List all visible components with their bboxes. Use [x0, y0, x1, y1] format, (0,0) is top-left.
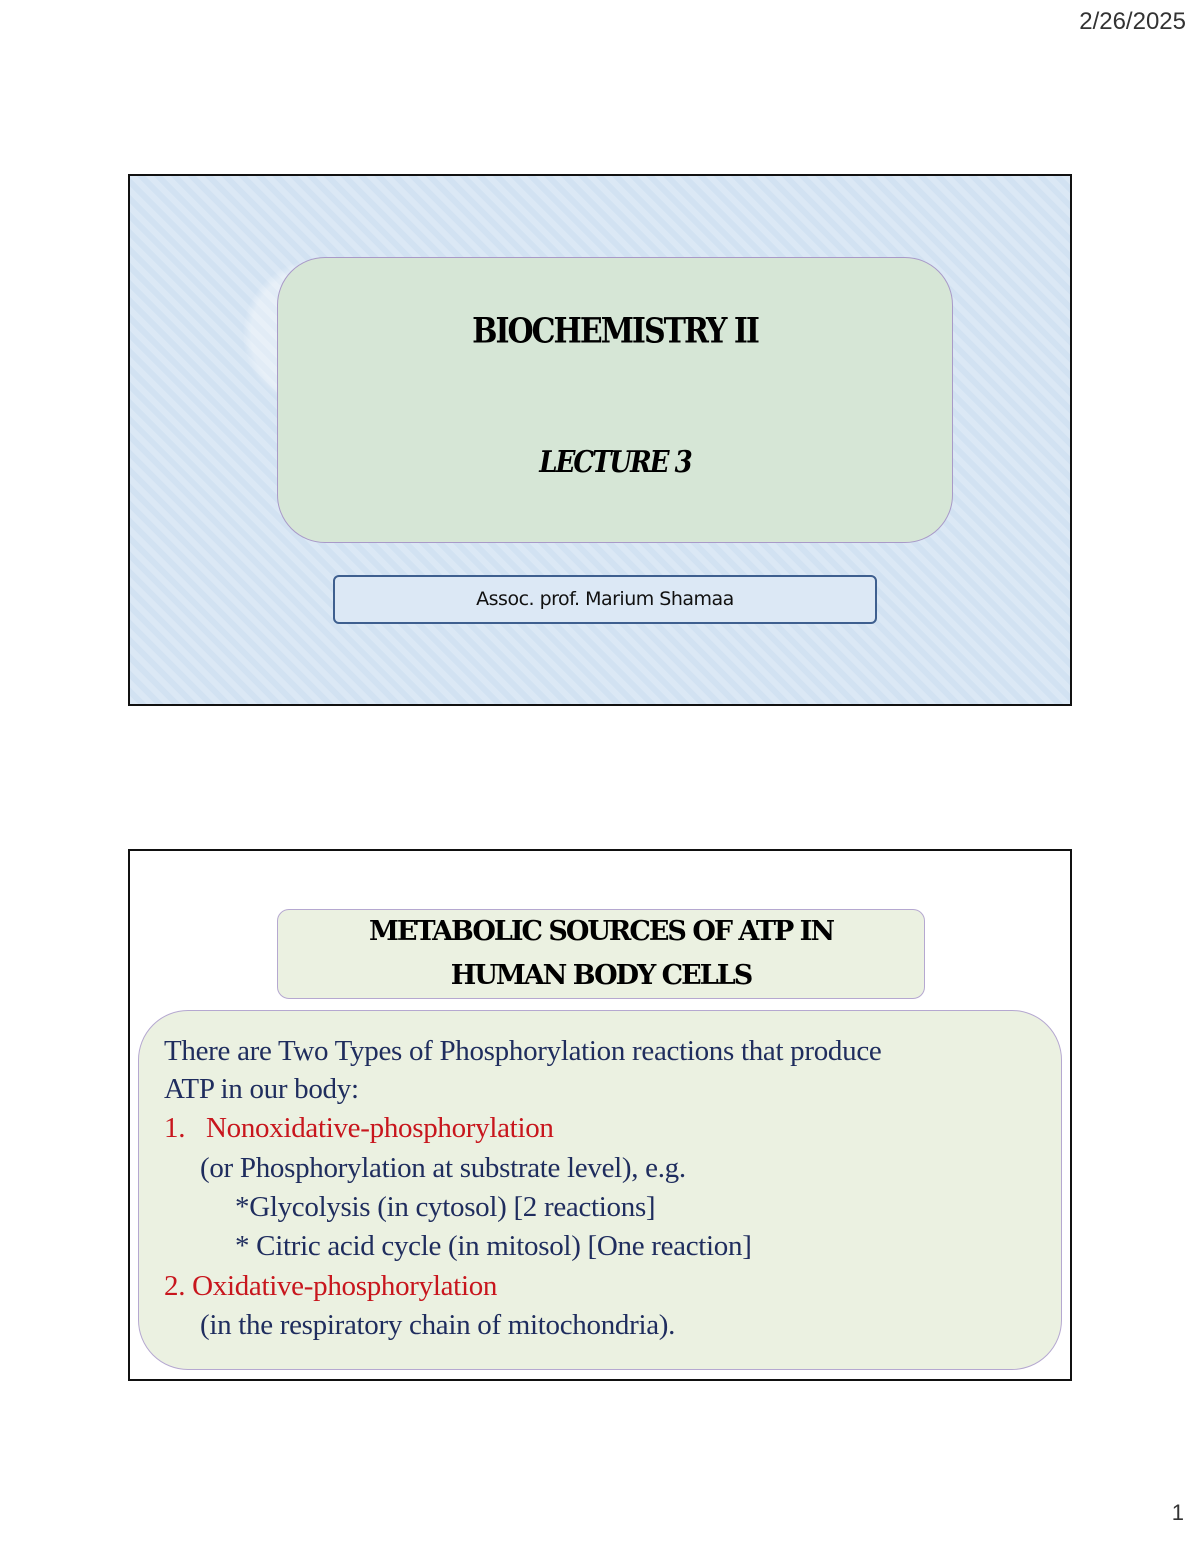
slide-title-line-1: METABOLIC SOURCES OF ATP IN — [368, 916, 833, 947]
slide-title-box — [277, 909, 925, 999]
list-item-oxidative: 2. Oxidative-phosphorylation — [164, 1270, 498, 1302]
body-line: (or Phosphorylation at substrate level), e.g. — [200, 1152, 686, 1184]
body-line: *Glycolysis (in cytosol) [2 reactions] — [235, 1191, 656, 1223]
slide-body-box — [138, 1010, 1062, 1370]
list-item-nonoxidative: 1. Nonoxidative-phosphorylation — [164, 1112, 554, 1144]
slide-2 — [128, 849, 1072, 1381]
slide-title-line-2: HUMAN BODY CELLS — [450, 960, 752, 991]
body-line: There are Two Types of Phosphorylation reactions that produce — [164, 1035, 882, 1067]
print-date: 2/26/2025 — [1079, 8, 1186, 35]
page-number: 1 — [1171, 1500, 1184, 1525]
body-line: (in the respiratory chain of mitochondria). — [200, 1309, 676, 1341]
slide-1 — [128, 174, 1072, 706]
title-panel — [277, 257, 953, 543]
body-line: * Citric acid cycle (in mitosol) [One reaction] — [235, 1230, 752, 1262]
body-line: ATP in our body: — [164, 1073, 359, 1105]
lecture-label: LECTURE 3 — [539, 445, 691, 481]
course-title: BIOCHEMISTRY II — [472, 311, 758, 352]
author-box: Assoc. prof. Marium Shamaa — [333, 575, 877, 624]
